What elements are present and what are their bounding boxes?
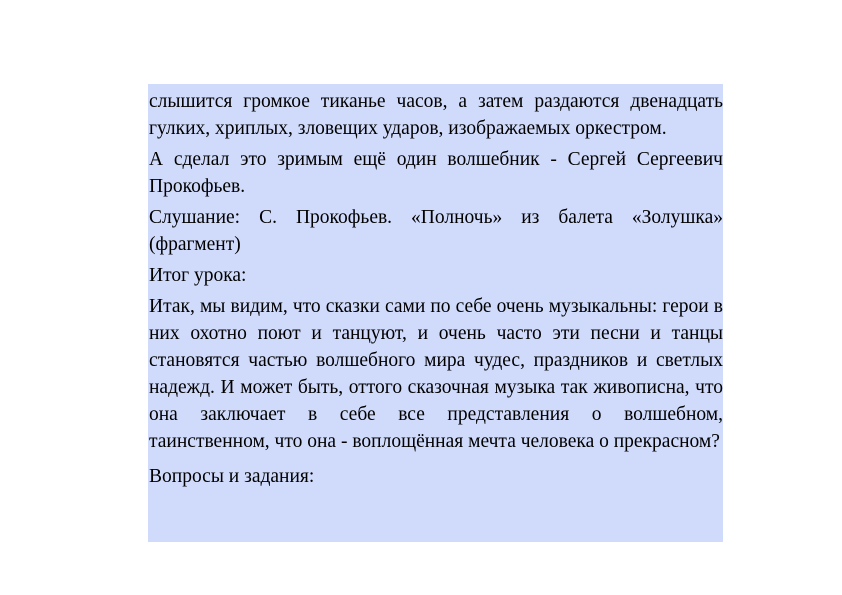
- paragraph-clock-strikes: слышится громкое тиканье часов, а затем раздаются двенадцать гулких, хриплых, зловещих ударов, изображаемых оркестром.: [149, 91, 723, 139]
- paragraph-prokofiev: А сделал это зримым ещё один волшебник - Сергей Сергеевич Прокофьев.: [149, 149, 723, 197]
- paragraph-questions-heading: Вопросы и задания:: [149, 466, 315, 487]
- highlighted-text-block: [148, 84, 723, 542]
- paragraph-lesson-summary: Итак, мы видим, что сказки сами по себе очень музыкальны: герои в них охотно поют и танцуют, и очень часто эти песни и танцы становятся частью волшебного мира чудес, праздников и светлых надежд. И может быть, оттого сказочная музыка так живописна, что она заключает в себе все представления о волшебном, таинственном, что она - воплощённая мечта человека о прекрасном?: [149, 296, 723, 452]
- paragraph-lesson-summary-heading: Итог урока:: [149, 265, 247, 286]
- paragraph-listening: Слушание: С. Прокофьев. «Полночь» из балета «Золушка» (фрагмент): [149, 207, 723, 255]
